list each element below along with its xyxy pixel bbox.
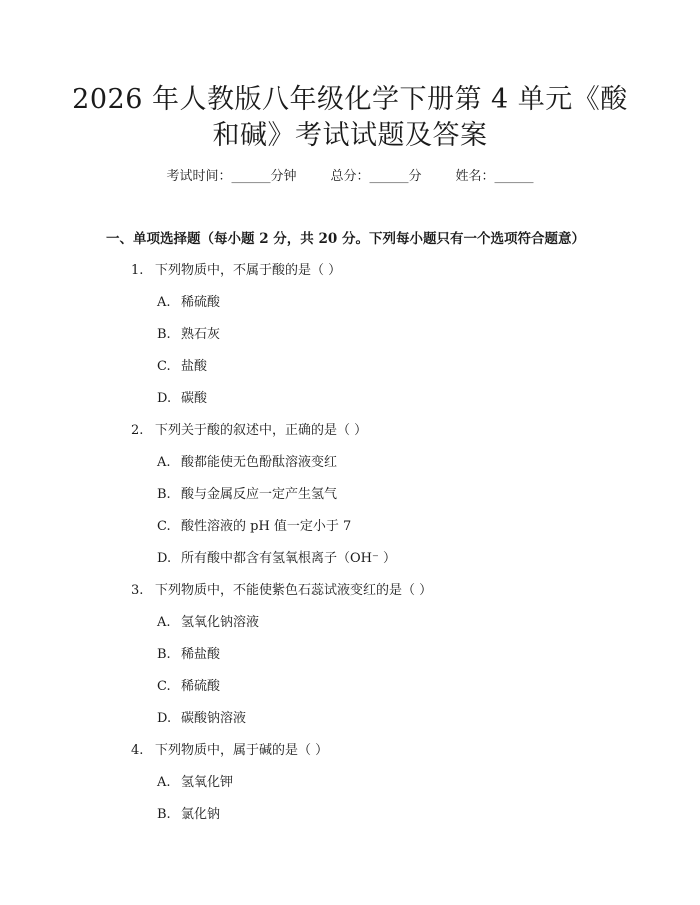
option-text: 所有酸中都含有氢氧根离子（OH⁻ ） xyxy=(181,551,396,566)
option-letter: A. xyxy=(157,455,171,470)
section-heading: 一、单项选择题（每小题 2 分，共 20 分。下列每小题只有一个选项符合题意） xyxy=(106,231,585,247)
option-letter: A. xyxy=(157,615,171,630)
option-letter: C. xyxy=(157,359,171,374)
option-text: 氢氧化钠溶液 xyxy=(181,615,260,630)
option xyxy=(157,390,577,408)
option xyxy=(157,614,577,632)
option xyxy=(157,326,577,344)
option xyxy=(157,710,577,728)
exam-title-line-1: 2026 年人教版八年级化学下册第 4 单元《酸 xyxy=(72,84,628,115)
question-stem: 下列物质中，属于碱的是（ ） xyxy=(155,743,329,758)
option-letter: B. xyxy=(157,647,171,662)
option-text: 碳酸钠溶液 xyxy=(181,711,247,726)
option xyxy=(157,454,577,472)
question-2 xyxy=(131,422,591,440)
option-letter: B. xyxy=(157,487,171,502)
option xyxy=(157,678,577,696)
option-text: 稀盐酸 xyxy=(181,647,221,662)
exam-info-line xyxy=(0,168,700,186)
option xyxy=(157,486,577,504)
option-letter: C. xyxy=(157,519,171,534)
question-number: 2. xyxy=(131,423,144,438)
question-stem: 下列关于酸的叙述中，正确的是（ ） xyxy=(155,423,368,438)
option xyxy=(157,550,577,568)
option xyxy=(157,294,577,312)
question-stem: 下列物质中，不属于酸的是（ ） xyxy=(155,263,342,278)
option-letter: B. xyxy=(157,807,171,822)
option-text: 酸都能使无色酚酞溶液变红 xyxy=(181,455,338,470)
option xyxy=(157,806,577,824)
option-letter: A. xyxy=(157,775,171,790)
question-4 xyxy=(131,742,591,760)
option-text: 稀硫酸 xyxy=(181,679,221,694)
option-text: 氢氧化钾 xyxy=(181,775,234,790)
option-letter: D. xyxy=(157,551,172,566)
question-number: 3. xyxy=(131,583,144,598)
question-stem: 下列物质中，不能使紫色石蕊试液变红的是（ ） xyxy=(155,583,433,598)
option xyxy=(157,518,577,536)
option-text: 碳酸 xyxy=(181,391,208,406)
exam-title-line-2: 和碱》考试试题及答案 xyxy=(212,120,488,151)
option-letter: B. xyxy=(157,327,171,342)
exam-time-field: 考试时间：______分钟 xyxy=(166,169,297,184)
option-text: 盐酸 xyxy=(181,359,208,374)
option xyxy=(157,646,577,664)
option-letter: D. xyxy=(157,391,172,406)
option-letter: C. xyxy=(157,679,171,694)
option-letter: D. xyxy=(157,711,172,726)
option-text: 氯化钠 xyxy=(181,807,221,822)
question-3 xyxy=(131,582,591,600)
option-letter: A. xyxy=(157,295,171,310)
option-text: 酸与金属反应一定产生氢气 xyxy=(181,487,338,502)
option-text: 熟石灰 xyxy=(181,327,221,342)
option xyxy=(157,774,577,792)
option xyxy=(157,358,577,376)
total-score-field: 总分：______分 xyxy=(330,169,422,184)
option-text: 酸性溶液的 pH 值一定小于 7 xyxy=(181,519,352,534)
student-name-field: 姓名：______ xyxy=(455,169,534,184)
question-1 xyxy=(131,262,591,280)
question-number: 4. xyxy=(131,743,144,758)
question-number: 1. xyxy=(131,263,144,278)
option-text: 稀硫酸 xyxy=(181,295,221,310)
